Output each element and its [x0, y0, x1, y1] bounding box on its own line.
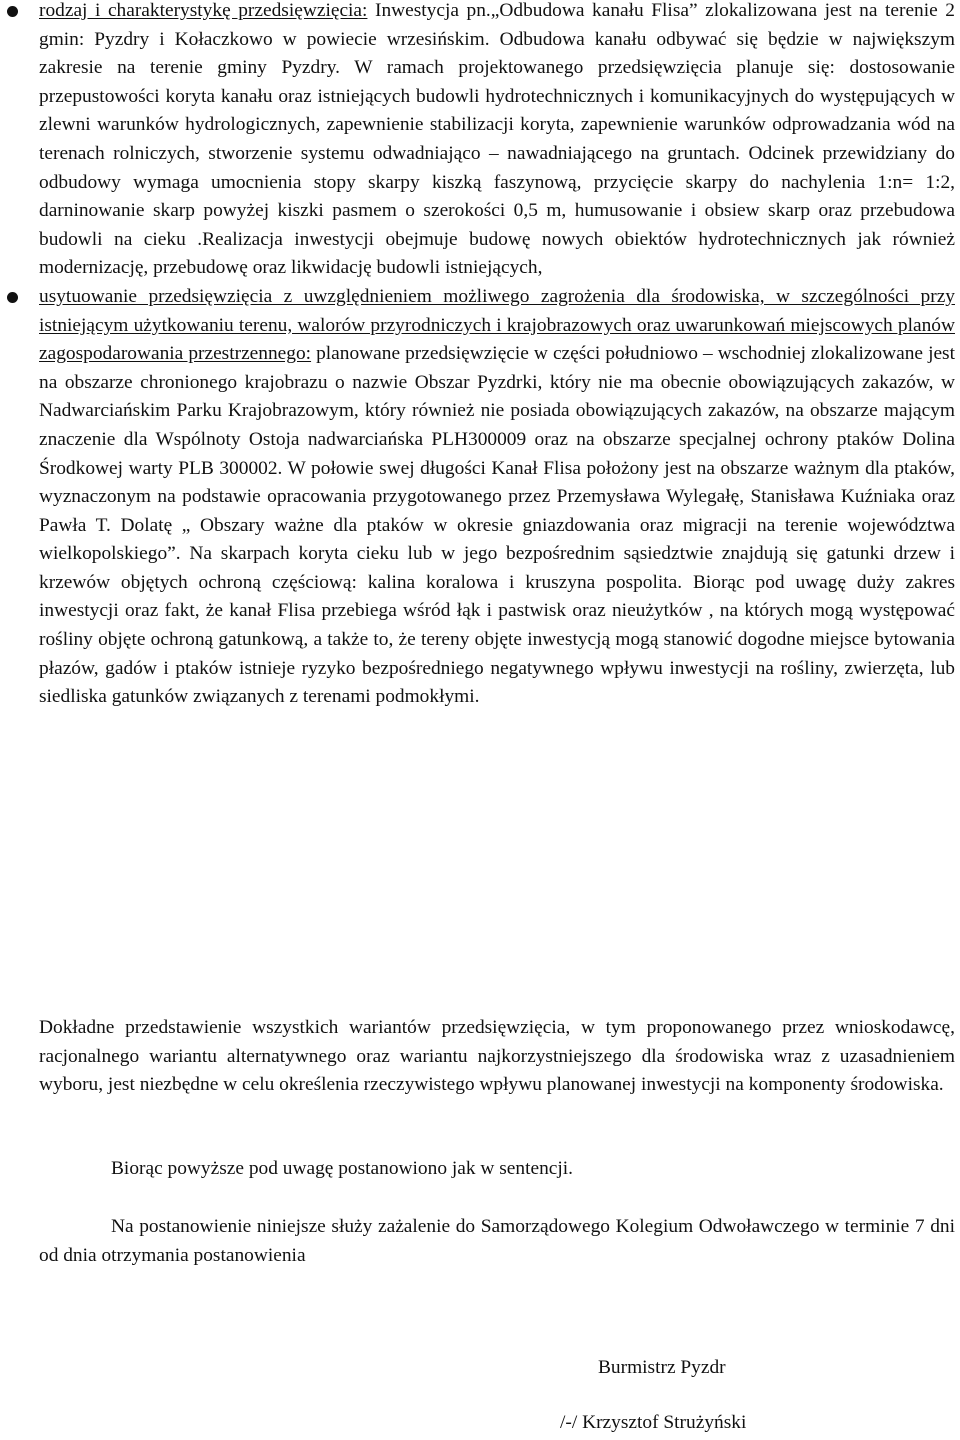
bullet-dot-icon: [7, 6, 18, 17]
bullet-list: [0, 0, 960, 712]
bullet-item-project-location: [0, 283, 960, 712]
bullet-text-project-location: planowane przedsięwzięcie w części południowo – wschodniej zlokalizowane jest na obszarze chronionego krajobrazu o nazwie Obszar Pyzdrki, który nie ma obecnie obowiązujących zakazów, w Nadwarciańskim Parku Krajobrazowym, który również nie posiada obowiązujących zakazów, na obszarze mającym znaczenie dla Wspólnoty Ostoja nadwarciańska PLH300009 oraz na obszarze specjalnej ochrony ptaków Dolina Środkowej warty PLB 300002. W połowie swej długości Kanał Flisa położony jest na obszarze ważnym dla ptaków, wyznaczonym na podstawie opracowania przygotowanego przez Przemysława Wylegałę, Stanisława Kuźniaka oraz Pawła T. Dolatę „ Obszary ważne dla ptaków w okresie gniazdowania oraz migracji na terenie województwa wielkopolskiego”. Na skarpach koryta cieku lub w jego bezpośrednim sąsiedztwie znajdują się gatunki drzew i krzewów objętych ochroną częściową: kalina koralowa i kruszyna pospolita. Biorąc pod uwagę duży zakres inwestycji oraz fakt, że kanał Flisa przebiega wśród łąk i pastwisk oraz nieużytków , na których mogą występować rośliny objęte ochroną gatunkową, a także to, że tereny objęte inwestycją mogą stanowić dogodne miejsce bytowania płazów, gadów i ptaków istnieje ryzyko bezpośredniego negatywnego wpływu inwestycji na rośliny, zwierzęta, lub siedliska gatunków związanych z terenami podmokłymi.: [39, 343, 955, 708]
bullet-heading-project-location: usytuowanie przedsięwzięcia z uwzględnieniem możliwego zagrożenia dla środowiska, w szczególności przy istniejącym użytkowaniu terenu, walorów przyrodniczych i krajobrazowych oraz uwarunkowań miejscowych planów zagospodarowania przestrzennego:: [39, 285, 955, 365]
paragraph-decision: Biorąc powyższe pod uwagę postanowiono jak w sentencji.: [111, 1158, 574, 1179]
signature-title: Burmistrz Pyzdr: [598, 1357, 726, 1378]
bullet-heading-project-type: rodzaj i charakterystykę przedsięwzięcia:: [39, 0, 368, 21]
bullet-item-project-description: [0, 0, 960, 283]
bullet-text-project-description: Inwestycja pn.„Odbudowa kanału Flisa” zlokalizowana jest na terenie 2 gmin: Pyzdry i Kołaczkowo w powiecie wrzesińskim. Odbudowa kanału odbywać się będzie w największym zakresie na terenie gminy Pyzdry. W ramach projektowanego przedsięwzięcia planuje się: dostosowanie przepustowości koryta kanału oraz istniejących budowli hydrotechnicznych i komunikacyjnych do występujących w zlewni warunków hydrologicznych, zapewnienie stabilizacji koryta, zapewnienie warunków odprowadzania wód na terenach rolniczych, stworzenie systemu odwadniająco – nawadniającego na gruntach. Odcinek przewidziany do odbudowy wymaga umocnienia stopy skarpy kiszką faszynową, przycięcie skarpy do nachylenia 1:n= 1:2, darninowanie skarp powyżej kiszki pasmem o szerokości 0,5 m, humusowanie i obsiew skarp oraz przebudowa budowli na cieku .Realizacja inwestycji obejmuje budowę nowych obiektów hydrotechnicznych jak również modernizację, przebudowę oraz likwidację budowli istniejących,: [39, 0, 955, 279]
signature-name: /-/ Krzysztof Strużyński: [560, 1412, 747, 1433]
paragraph-appeal: Na postanowienie niniejsze służy zażalenie do Samorządowego Kolegium Odwoławczego w terminie 7 dni od dnia otrzymania postanowienia: [39, 1216, 955, 1266]
paragraph-variants: Dokładne przedstawienie wszystkich wariantów przedsięwzięcia, w tym proponowanego przez wnioskodawcę, racjonalnego wariantu alternatywnego oraz wariantu najkorzystniejszego dla środowiska wraz z uzasadnieniem wyboru, jest niezbędne w celu określenia rzeczywistego wpływu planowanej inwestycji na komponenty środowiska.: [39, 1017, 955, 1096]
bullet-dot-icon: [7, 292, 18, 303]
